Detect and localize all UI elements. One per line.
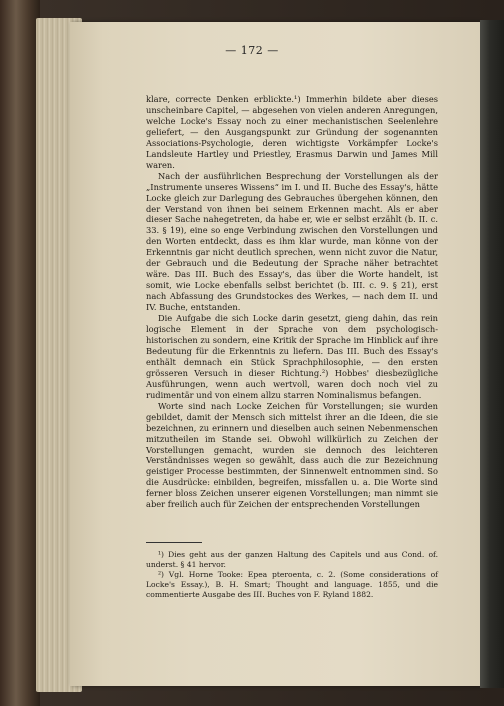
paragraph: Die Aufgabe die sich Locke darin gesetzt, gieng dahin, das rein logische Element in der Sprache von dem psychologisch-historischen zu sondern, eine Kritik der Sprache im Hinblick auf ihre Bedeutung für die Erkenntnis zu liefern. Das III. Buch des Essay's enthält demnach ein Stück Sprachphilosophie, — den ersten grösseren Versuch in dieser Richtung.²) Hobbes' diesbezügliche Ausführungen, wenn auch wertvoll, waren doch noch viel zu rudimentär und von einem allzu starren Nominalismus befangen. xyxy=(146,313,438,400)
footnote-rule xyxy=(146,542,202,543)
footnote: ²) Vgl. Horne Tooke: Epea pteroenta, c. 2. (Some considerations of Locke's Essay.), B. H. Smart; Thought and language. 1855, und die commentierte Ausgabe des III. Buches von F. Ryland 1882. xyxy=(146,570,438,599)
paragraph: Nach der ausführlichen Besprechung der Vorstellungen als der „Instrumente unseres Wissens“ im I. und II. Buche des Essay's, hätte Locke gleich zur Darlegung des Gebrauches übergehen können, den der Verstand von ihnen bei seinem Erkennen macht. Als er aber dieser Sache nahegetreten, da habe er, wie er selbst erzählt (b. II. c. 33. § 19), eine so enge Verbindung zwischen den Vorstellungen und den Worten entdeckt, dass es ihm klar wurde, man könne von der Erkenntnis gar nicht deutlich sprechen, wenn nicht zuvor die Natur, der Gebrauch und die Bedeutung der Sprache näher betrachtet wäre. Das III. Buch des Essay's, das über die Worte handelt, ist somit, wie Locke ebenfalls selbst berichtet (b. III. c. 9. § 21), erst nach Abfassung des Grundstockes des Werkes, — nach dem II. und IV. Buche, entstanden. xyxy=(146,170,438,313)
footnotes xyxy=(146,550,438,600)
paragraph: Worte sind nach Locke Zeichen für Vorstellungen; sie wurden gebildet, damit der Mensch sich mittelst ihrer an die Ideen, die sie bezeichnen, zu erinnern und dieselben auch seinen Nebenmenschen mitzutheilen im Stande sei. Obwohl willkürlich zu Zeichen der Vorstellungen gemacht, wurden sie dennoch des leichteren Verständnisses wegen so gewählt, dass auch die zur Bezeichnung geistiger Processe bestimmten, der Sinnenwelt entnommen sind. So die Ausdrücke: einbilden, begreifen, missfallen u. a. Die Worte sind ferner bloss Zeichen unserer eigenen Vorstellungen; man nimmt sie aber freilich auch für Zeichen der entsprechenden Vorstellungen xyxy=(146,400,438,510)
paragraph: klare, correcte Denken erblickte.¹) Immerhin bildete aber dieses unscheinbare Capitel, — abgesehen von vielen anderen Anregungen, welche Locke's Essay noch zu einer mechanistischen Seelenlehre geliefert, — den Ausgangspunkt zur Gründung der sogenannten Associations-Psychologie, deren wichtigste Vorkämpfer Locke's Landsleute Hartley und Priestley, Erasmus Darwin und James Mill waren. xyxy=(146,94,438,170)
book-spine xyxy=(0,0,40,706)
footnote: ¹) Dies geht aus der ganzen Haltung des Capitels und aus Cond. of. underst. § 41 hervor. xyxy=(146,550,438,569)
facing-page-edge xyxy=(480,20,504,688)
body-text xyxy=(146,94,438,510)
page-number: — 172 — xyxy=(225,44,279,57)
